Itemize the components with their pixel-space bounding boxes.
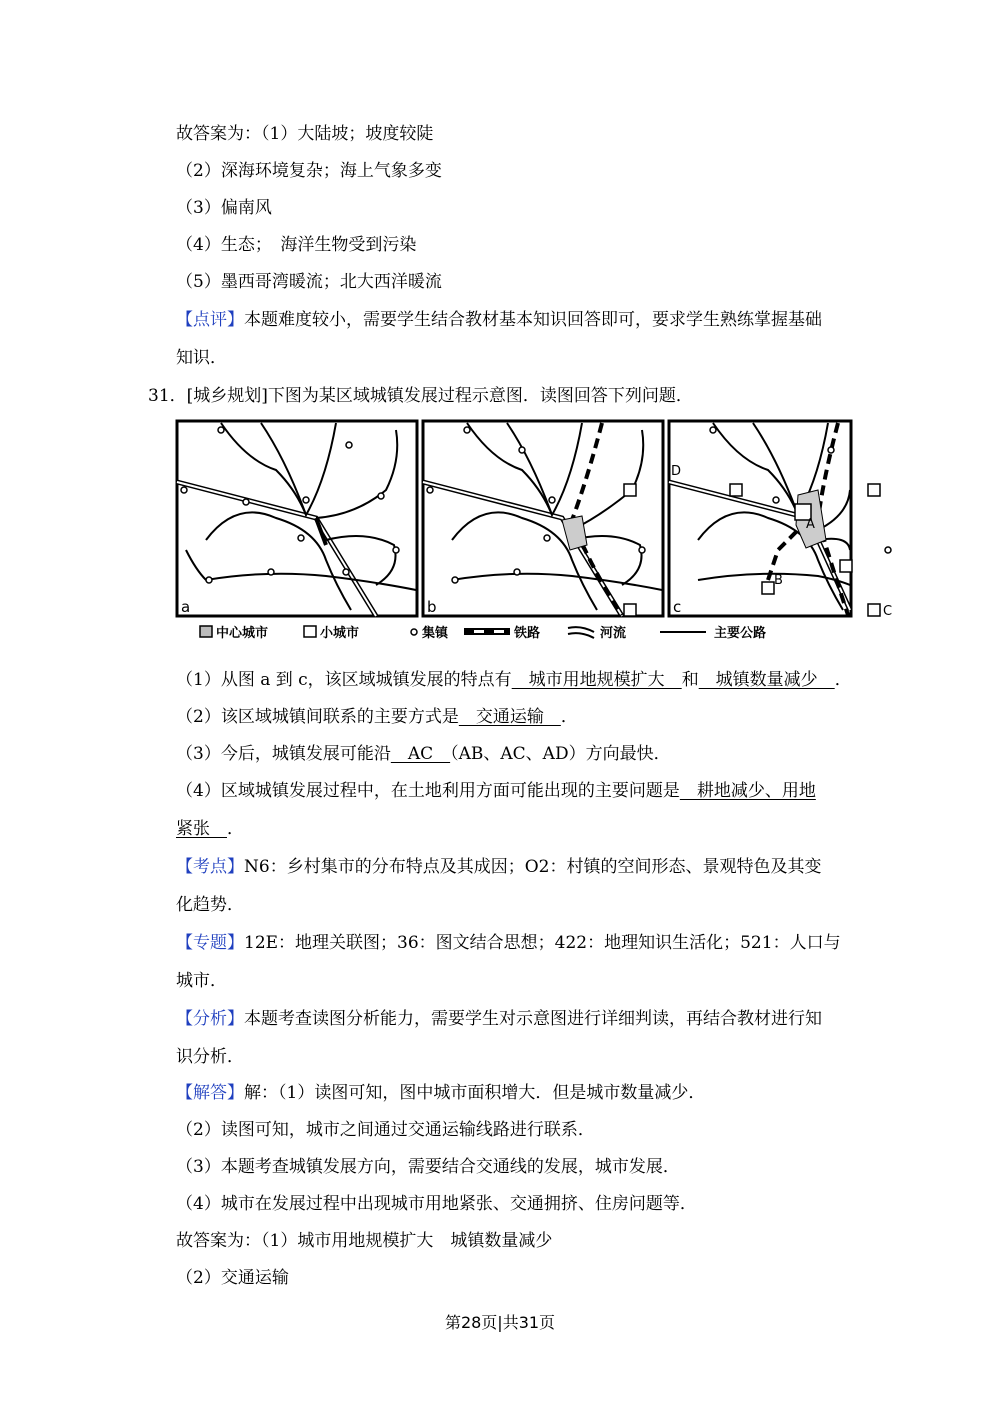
jieda-line2: （2）读图可知，城市之间通过交通运输线路进行联系． — [176, 1120, 595, 1140]
q2-prompt: （2）该区域城镇间联系的主要方式是 — [176, 707, 459, 727]
kaodian-tag: 【考点】 — [176, 857, 244, 877]
legend-river: 河流 — [600, 626, 627, 641]
q1-and: 和 — [681, 670, 699, 690]
q1-end: ． — [834, 670, 852, 690]
fenxi-tag: 【分析】 — [176, 1009, 244, 1029]
q1-answer-2: 城镇数量减少 — [698, 670, 835, 690]
zhuanti-line2: 城市． — [176, 971, 227, 991]
q4-answer-1: 耕地减少、用地 — [679, 781, 816, 801]
panel-a-map — [177, 421, 417, 616]
q1-line — [176, 668, 852, 692]
zhuanti-text: 12E：地理关联图；36：图文结合思想；422：地理知识生活化；521：人口与 — [244, 933, 841, 953]
town-development-figure — [176, 420, 893, 645]
q4-line1 — [176, 779, 816, 803]
zhuanti-tag: 【专题】 — [176, 933, 244, 953]
q4-answer-2: 紧张 — [176, 819, 227, 839]
kaodian-line2: 化趋势． — [176, 895, 244, 915]
review-tag: 【点评】 — [176, 310, 244, 330]
answer-5: （5）墨西哥湾暖流；北大西洋暖流 — [176, 272, 442, 292]
q2-answer: 交通运输 — [458, 707, 561, 727]
answer-4: （4）生态； 海洋生物受到污染 — [176, 235, 417, 255]
q1-answer-1: 城市用地规模扩大 — [511, 670, 682, 690]
kaodian-text: N6：乡村集市的分布特点及其成因；O2：村镇的空间形态、景观特色及其变 — [244, 857, 822, 877]
jieda-line1 — [176, 1081, 705, 1105]
panel-b-map — [423, 421, 663, 616]
kaodian-line1 — [176, 855, 821, 879]
legend-main-road: 主要公路 — [714, 626, 767, 641]
point-label-c: C — [883, 604, 893, 619]
panel-label-b: b — [427, 598, 437, 616]
panel-label-a: a — [181, 598, 191, 616]
q3-line — [176, 742, 671, 766]
q4-prompt: （4）区域城镇发展过程中，在土地利用方面可能出现的主要问题是 — [176, 781, 680, 801]
point-label-b: B — [774, 573, 783, 588]
legend-small-city: 小城市 — [320, 626, 360, 641]
q2-line — [176, 705, 578, 729]
q2-end: ． — [560, 707, 578, 727]
page-footer: 第28页|共31页 — [444, 1313, 556, 1332]
final-answer-2: （2）交通运输 — [176, 1268, 289, 1288]
point-label-d: D — [671, 464, 682, 479]
answer-2: （2）深海环境复杂；海上气象多变 — [176, 161, 442, 181]
legend-central-city: 中心城市 — [216, 626, 269, 641]
jieda-tag: 【解答】 — [176, 1083, 244, 1103]
fenxi-line2: 识分析． — [176, 1047, 244, 1067]
jieda-line4: （4）城市在发展过程中出现城市用地紧张、交通拥挤、住房问题等． — [176, 1194, 697, 1214]
q4-end: ． — [227, 819, 244, 839]
review-text: 本题难度较小，需要学生结合教材基本知识回答即可，要求学生熟练掌握基础 — [244, 310, 822, 330]
legend-market-town: 集镇 — [422, 626, 449, 641]
answer-3: （3）偏南风 — [176, 198, 272, 218]
final-answer-1: 故答案为：（1）城市用地规模扩大 城镇数量减少 — [176, 1231, 553, 1251]
q3-end: （AB、AC、AD）方向最快． — [450, 744, 671, 764]
jieda-line3: （3）本题考查城镇发展方向，需要结合交通线的发展，城市发展． — [176, 1157, 680, 1177]
answer-intro: 故答案为：（1）大陆坡；坡度较陡 — [176, 124, 434, 144]
review-line1 — [176, 308, 822, 332]
q4-line2 — [176, 817, 244, 841]
point-label-a: A — [806, 517, 815, 532]
fenxi-line1 — [176, 1007, 822, 1031]
q3-answer: AC — [390, 744, 451, 764]
zhuanti-line1 — [176, 931, 841, 955]
panel-label-c: c — [673, 598, 682, 616]
q1-prompt: （1）从图 a 到 c，该区域城镇发展的特点有 — [176, 670, 512, 690]
q3-prompt: （3）今后，城镇发展可能沿 — [176, 744, 391, 764]
legend-railway: 铁路 — [514, 626, 541, 641]
review-line2: 知识． — [176, 348, 227, 368]
question-stem: 31．[城乡规划]下图为某区域城镇发展过程示意图．读图回答下列问题． — [148, 386, 693, 406]
fenxi-text: 本题考查读图分析能力，需要学生对示意图进行详细判读，再结合教材进行知 — [244, 1009, 822, 1029]
panel-c-map — [669, 421, 851, 616]
jieda-text: 解：（1）读图可知，图中城市面积增大．但是城市数量减少． — [244, 1083, 706, 1103]
